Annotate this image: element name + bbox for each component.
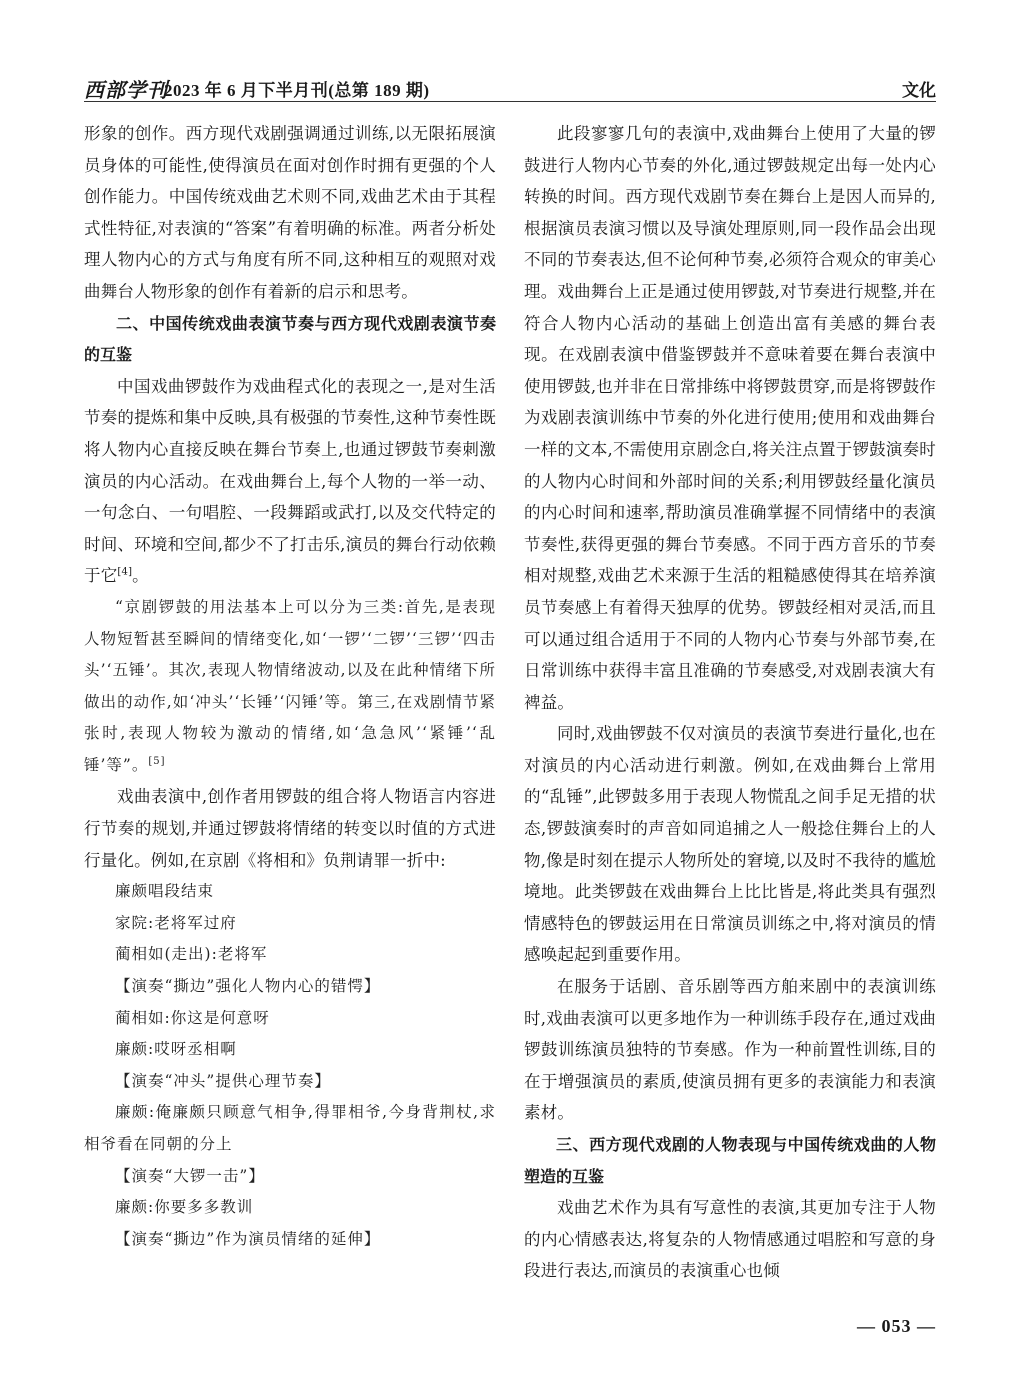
section-heading: 二、中国传统戏曲表演节奏与西方现代戏剧表演节奏的互鉴	[84, 313, 496, 365]
script-line: 蔺相如:你这是何意呀	[115, 1008, 270, 1027]
script-line: 【演奏“冲头”提供心理节奏】	[115, 1071, 331, 1090]
paragraph: 此段寥寥几句的表演中,戏曲舞台上使用了大量的锣鼓进行人物内心节奏的外化,通过锣鼓规定出每一处内心转换的时间。西方现代戏剧节奏在舞台上是因人而异的,根据演员表演习惯以及导演处理原则,同一段作品会出现不同的节奏表达,但不论何种节奏,必须符合观众的审美心理。戏曲舞台上正是通过使用锣鼓,对节奏进行规整,并在符合人物内心活动的基础上创造出富有美感的舞台表现。在戏剧表演中借鉴锣鼓并不意味着要在舞台表演中使用锣鼓,也并非在日常排练中将锣鼓贯穿,而是将锣鼓作为戏剧表演训练中节奏的外化进行使用;使用和戏曲舞台一样的文本,不需使用京剧念白,将关注点置于锣鼓演奏时的人物内心时间和外部时间的关系;利用锣鼓经量化演员的内心时间和速率,帮助演员准确掌握不同情绪中的表演节奏性,获得更强的舞台节奏感。不同于西方音乐的节奏相对规整,戏曲艺术来源于生活的粗糙感使得其在培养演员节奏感上有着得天独厚的优势。锣鼓经相对灵活,而且可以通过组合适用于不同的人物内心节奏与外部节奏,在日常训练中获得丰富且准确的节奏感受,对戏剧表演大有裨益。	[524, 124, 936, 712]
quote-text: “京剧锣鼓的用法基本上可以分为三类:首先,是表现人物短暂甚至瞬间的情绪变化,如‘一锣’‘二锣’‘三锣’‘四击头’‘五锤’。其次,表现人物情绪波动,以及在此种情绪下所做出的动作,如‘冲头’‘长锤’‘闪锤’等。第三,在戏剧情节紧张时,表现人物较为激动的情绪,如‘急急风’‘紧锤’‘乱锤’等”。	[84, 597, 496, 774]
script-line: 廉颇:你要多多教训	[115, 1198, 254, 1217]
paragraph: 形象的创作。西方现代戏剧强调通过训练,以无限拓展演员身体的可能性,使得演员在面对创作时拥有更强的个人创作能力。中国传统戏曲艺术则不同,戏曲艺术由于其程式性特征,对表演的“答案”有着明确的标准。两者分析处理人物内心的方式与角度有所不同,这种相互的观照对戏曲舞台人物形象的创作有着新的启示和思考。	[84, 124, 496, 301]
citation-ref: [4]	[117, 566, 133, 578]
script-line: 廉颇唱段结束	[115, 882, 215, 901]
paragraph: 在服务于话剧、音乐剧等西方舶来剧中的表演训练时,戏曲表演可以更多地作为一种训练手段存在,通过戏曲锣鼓训练演员独特的节奏感。作为一种前置性训练,目的在于增强演员的素质,使演员拥有更多的表演能力和表演素材。	[524, 977, 936, 1123]
paragraph: 戏曲表演中,创作者用锣鼓的组合将人物语言内容进行节奏的规划,并通过锣鼓将情绪的转变以时值的方式进行量化。例如,在京剧《将相和》负荆请罪一折中:	[84, 787, 496, 870]
script-line: 廉颇:哎呀丞相啊	[115, 1040, 237, 1059]
block-quote	[84, 592, 496, 782]
script-line: 廉颇:俺廉颇只顾意气相争,得罪相爷,今身背荆杖,求相爷看在同朝的分上	[84, 1103, 496, 1153]
paragraph-end: 。	[132, 566, 149, 586]
issue-info: 2023 年 6 月下半月刊(总第 189 期)	[164, 81, 430, 100]
script-line: 蔺相如(走出):老将军	[115, 945, 268, 964]
script-line: 【演奏“大锣一击”】	[115, 1166, 265, 1185]
section-heading: 三、西方现代戏剧的人物表现与中国传统戏曲的人物塑造的互鉴	[524, 1135, 936, 1186]
script-excerpt	[84, 876, 496, 1255]
section-label: 文化	[902, 81, 936, 101]
paragraph-text: 中国戏曲锣鼓作为戏曲程式化的表现之一,是对生活节奏的提炼和集中反映,具有极强的节奏性,这种节奏性既将人物内心直接反映在舞台节奏上,也通过锣鼓节奏刺激演员的内心活动。在戏曲舞台上,每个人物的一举一动、一句念白、一句唱腔、一段舞蹈或武打,以及交代特定的时间、环境和空间,都少不了打击乐,演员的舞台行动依赖于它	[84, 376, 496, 586]
left-column	[84, 118, 496, 1255]
citation-ref: [5]	[148, 755, 166, 767]
paragraph	[84, 371, 496, 592]
script-line: 【演奏“撕边”强化人物内心的错愕】	[115, 977, 381, 996]
header-rule	[84, 101, 936, 102]
page-number: — 053 —	[857, 1316, 936, 1336]
script-line: 【演奏“撕边”作为演员情绪的延伸】	[115, 1229, 381, 1248]
journal-logo: 西部学刊	[84, 78, 168, 102]
page-header	[84, 70, 936, 102]
right-column	[524, 118, 936, 1287]
paragraph: 戏曲艺术作为具有写意性的表演,其更加专注于人物的内心情感表达,将复杂的人物情感通过唱腔和写意的身段进行表达,而演员的表演重心也倾	[524, 1198, 936, 1281]
script-line: 家院:老将军过府	[115, 913, 237, 932]
paragraph: 同时,戏曲锣鼓不仅对演员的表演节奏进行量化,也在对演员的内心活动进行刺激。例如,在戏曲舞台上常用的“乱锤”,此锣鼓多用于表现人物慌乱之间手足无措的状态,锣鼓演奏时的声音如同追捕之人一般捻住舞台上的人物,像是时刻在提示人物所处的窘境,以及时不我待的尴尬境地。此类锣鼓在戏曲舞台上比比皆是,将此类具有强烈情感特色的锣鼓运用在日常演员训练之中,将对演员的情感唤起起到重要作用。	[524, 724, 936, 965]
